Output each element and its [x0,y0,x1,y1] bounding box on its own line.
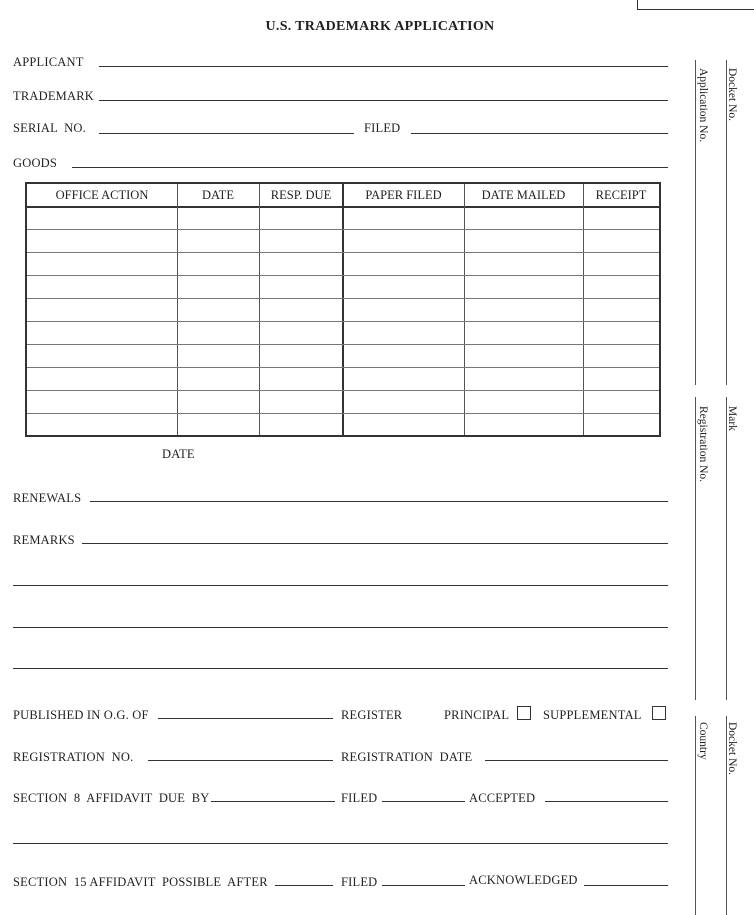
principal-label: PRINCIPAL [444,708,510,722]
accepted-label: ACCEPTED [469,791,536,805]
register-label: REGISTER [341,708,403,722]
col-header-receipt: RECEIPT [595,188,647,202]
supplemental-checkbox[interactable] [652,706,666,720]
trademark-label: TRADEMARK [13,89,94,103]
form-title: U.S. TRADEMARK APPLICATION [265,19,495,34]
serial-no-label: SERIAL NO. [13,121,86,135]
section-15-after-field[interactable] [275,885,333,886]
section-8-filed-label: FILED [341,791,378,805]
section-15-filed-label: FILED [341,875,378,889]
section-8-filed-field[interactable] [382,801,465,802]
applicant-field[interactable] [99,66,668,67]
remarks-label: REMARKS [13,533,75,547]
goods-field[interactable] [72,167,668,168]
principal-checkbox[interactable] [517,706,531,720]
corner-tab [637,0,754,10]
side-country: Country [697,722,709,760]
col-header-date-mailed: DATE MAILED [481,188,566,202]
blank-line[interactable] [13,843,668,844]
table-row[interactable] [27,299,659,322]
section-15-filed-field[interactable] [382,885,465,886]
side-docket-no-top: Docket No. [726,68,738,122]
accepted-field[interactable] [545,801,668,802]
table-row[interactable] [27,230,659,253]
side-mark: Mark [726,406,738,431]
side-rule [695,716,696,915]
filed-label: FILED [364,121,401,135]
table-row[interactable] [27,207,659,230]
side-rule [726,397,727,700]
col-header-resp-due: RESP. DUE [270,188,332,202]
table-row[interactable] [27,345,659,368]
supplemental-label: SUPPLEMENTAL [543,708,642,722]
table-row[interactable] [27,322,659,345]
table-row[interactable] [27,253,659,276]
remarks-line-3[interactable] [13,627,668,628]
section-8-due-field[interactable] [211,801,335,802]
table-row[interactable] [27,391,659,414]
trademark-field[interactable] [99,100,668,101]
filed-field[interactable] [411,133,668,134]
section-15-label: SECTION 15 AFFIDAVIT POSSIBLE AFTER [13,875,268,889]
applicant-label: APPLICANT [13,55,84,69]
section-8-label: SECTION 8 AFFIDAVIT DUE BY [13,791,210,805]
col-header-date: DATE [202,188,234,202]
side-docket-no-bottom: Docket No. [726,722,738,776]
serial-no-field[interactable] [99,133,354,134]
goods-label: GOODS [13,156,58,170]
table-row[interactable] [27,276,659,299]
renewals-field[interactable] [90,501,668,502]
table-row[interactable] [27,414,659,433]
registration-date-label: REGISTRATION DATE [341,750,473,764]
registration-no-field[interactable] [148,760,333,761]
acknowledged-field[interactable] [584,885,668,886]
table-row[interactable] [27,368,659,391]
col-header-paper-filed: PAPER FILED [365,188,442,202]
col-header-office-action: OFFICE ACTION [55,188,149,202]
date-label: DATE [162,447,195,461]
published-field[interactable] [158,718,333,719]
registration-date-field[interactable] [485,760,668,761]
remarks-line-2[interactable] [13,585,668,586]
side-application-no: Application No. [697,68,709,143]
acknowledged-label: ACKNOWLEDGED [469,873,578,887]
side-rule [695,397,696,700]
side-registration-no: Registration No. [697,406,709,483]
remarks-line-4[interactable] [13,668,668,669]
side-rule [695,60,696,385]
office-action-table [25,182,661,437]
renewals-label: RENEWALS [13,491,82,505]
remarks-field[interactable] [82,543,668,544]
published-label: PUBLISHED IN O.G. OF [13,708,149,722]
registration-no-label: REGISTRATION NO. [13,750,134,764]
